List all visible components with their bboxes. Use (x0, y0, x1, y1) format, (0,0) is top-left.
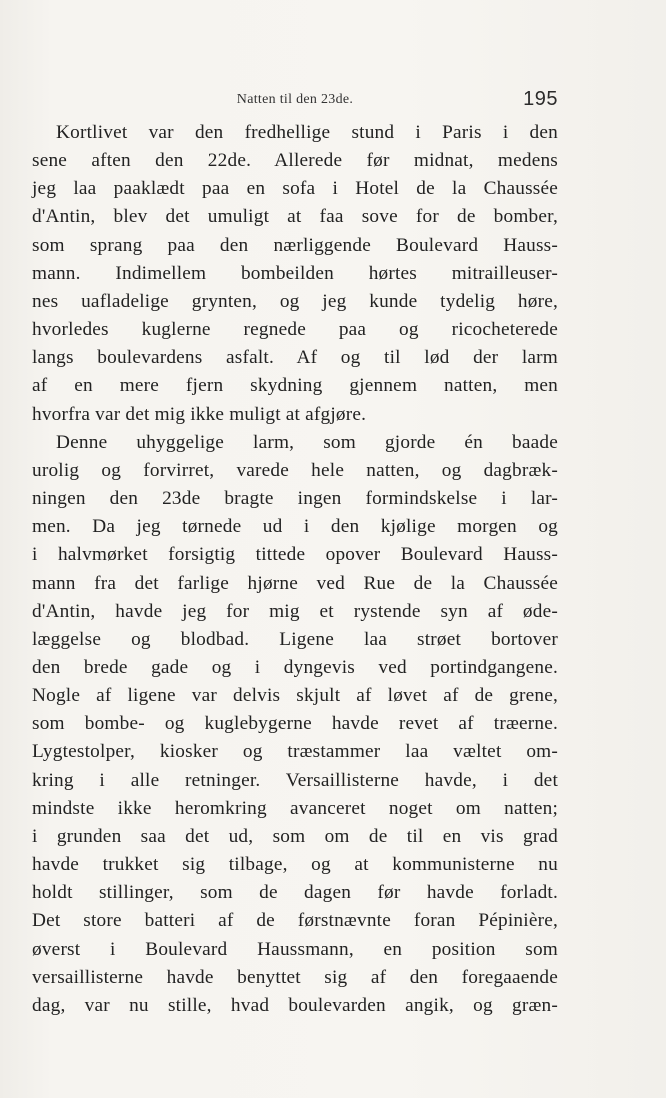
text-line: mann fra det farlige hjørne ved Rue de la Chaussée (32, 572, 558, 594)
text-line: holdt stillinger, som de dagen før havde forladt. (32, 882, 558, 904)
text-line: den brede gade og i dyngevis ved portindgangene. (32, 656, 558, 678)
text-line: sene aften den 22de. Allerede før midnat, medens (32, 150, 558, 172)
text-line: Nogle af ligene var delvis skjult af løvet af de grene, (32, 685, 558, 707)
text-line: versaillisterne havde benyttet sig af den foregaaende (32, 966, 558, 988)
page-number: 195 (523, 88, 558, 110)
running-head (32, 88, 558, 114)
text-line: kring i alle retninger. Versaillisterne havde, i det (32, 769, 558, 791)
text-line: langs boulevardens asfalt. Af og til lød der larm (32, 347, 558, 369)
text-line: i grunden saa det ud, som om de til en vis grad (32, 825, 558, 847)
text-line: urolig og forvirret, varede hele natten, og dagbræk- (32, 459, 558, 481)
text-line: Kortlivet var den fredhellige stund i Paris i den (56, 122, 558, 143)
text-line: nes uafladelige grynten, og jeg kunde tydelig høre, (32, 290, 558, 312)
text-line: øverst i Boulevard Haussmann, en position som (32, 938, 558, 960)
text-line: Lygtestolper, kiosker og træstammer laa væltet om- (32, 741, 558, 763)
text-line: men. Da jeg tørnede ud i den kjølige morgen og (32, 516, 558, 538)
text-line: jeg laa paaklædt paa en sofa i Hotel de la Chaussée (32, 178, 558, 200)
text-line: af en mere fjern skydning gjennem natten, men (32, 375, 558, 397)
body-text (32, 119, 558, 1020)
text-line: læggelse og blodbad. Ligene laa strøet bortover (32, 628, 558, 650)
text-line: hvorfra var det mig ikke muligt at afgjøre. (32, 403, 367, 425)
text-line: ningen den 23de bragte ingen formindskelse i lar- (32, 488, 558, 510)
text-line: d'Antin, havde jeg for mig et rystende syn af øde- (32, 600, 558, 622)
text-line: mindste ikke heromkring avanceret noget om natten; (32, 797, 558, 819)
text-line: hvorledes kuglerne regnede paa og ricocheterede (32, 319, 558, 341)
text-line: som sprang paa den nærliggende Boulevard Hauss- (32, 234, 558, 256)
text-line: Denne uhyggelige larm, som gjorde én baade (56, 431, 558, 453)
text-line: havde trukket sig tilbage, og at kommunisterne nu (32, 854, 558, 876)
text-line: som bombe- og kuglebygerne havde revet af træerne. (32, 713, 558, 735)
text-line: Det store batteri af de førstnævnte foran Pépinière, (32, 910, 558, 932)
text-line: d'Antin, blev det umuligt at faa sove for de bomber, (32, 206, 558, 228)
text-line: dag, var nu stille, hvad boulevarden angik, og græn- (32, 994, 558, 1016)
running-title: Natten til den 23de. (236, 92, 354, 107)
text-line: i halvmørket forsigtig tittede opover Boulevard Hauss- (32, 544, 558, 566)
text-line: mann. Indimellem bombeilden hørtes mitrailleuser- (32, 262, 558, 284)
